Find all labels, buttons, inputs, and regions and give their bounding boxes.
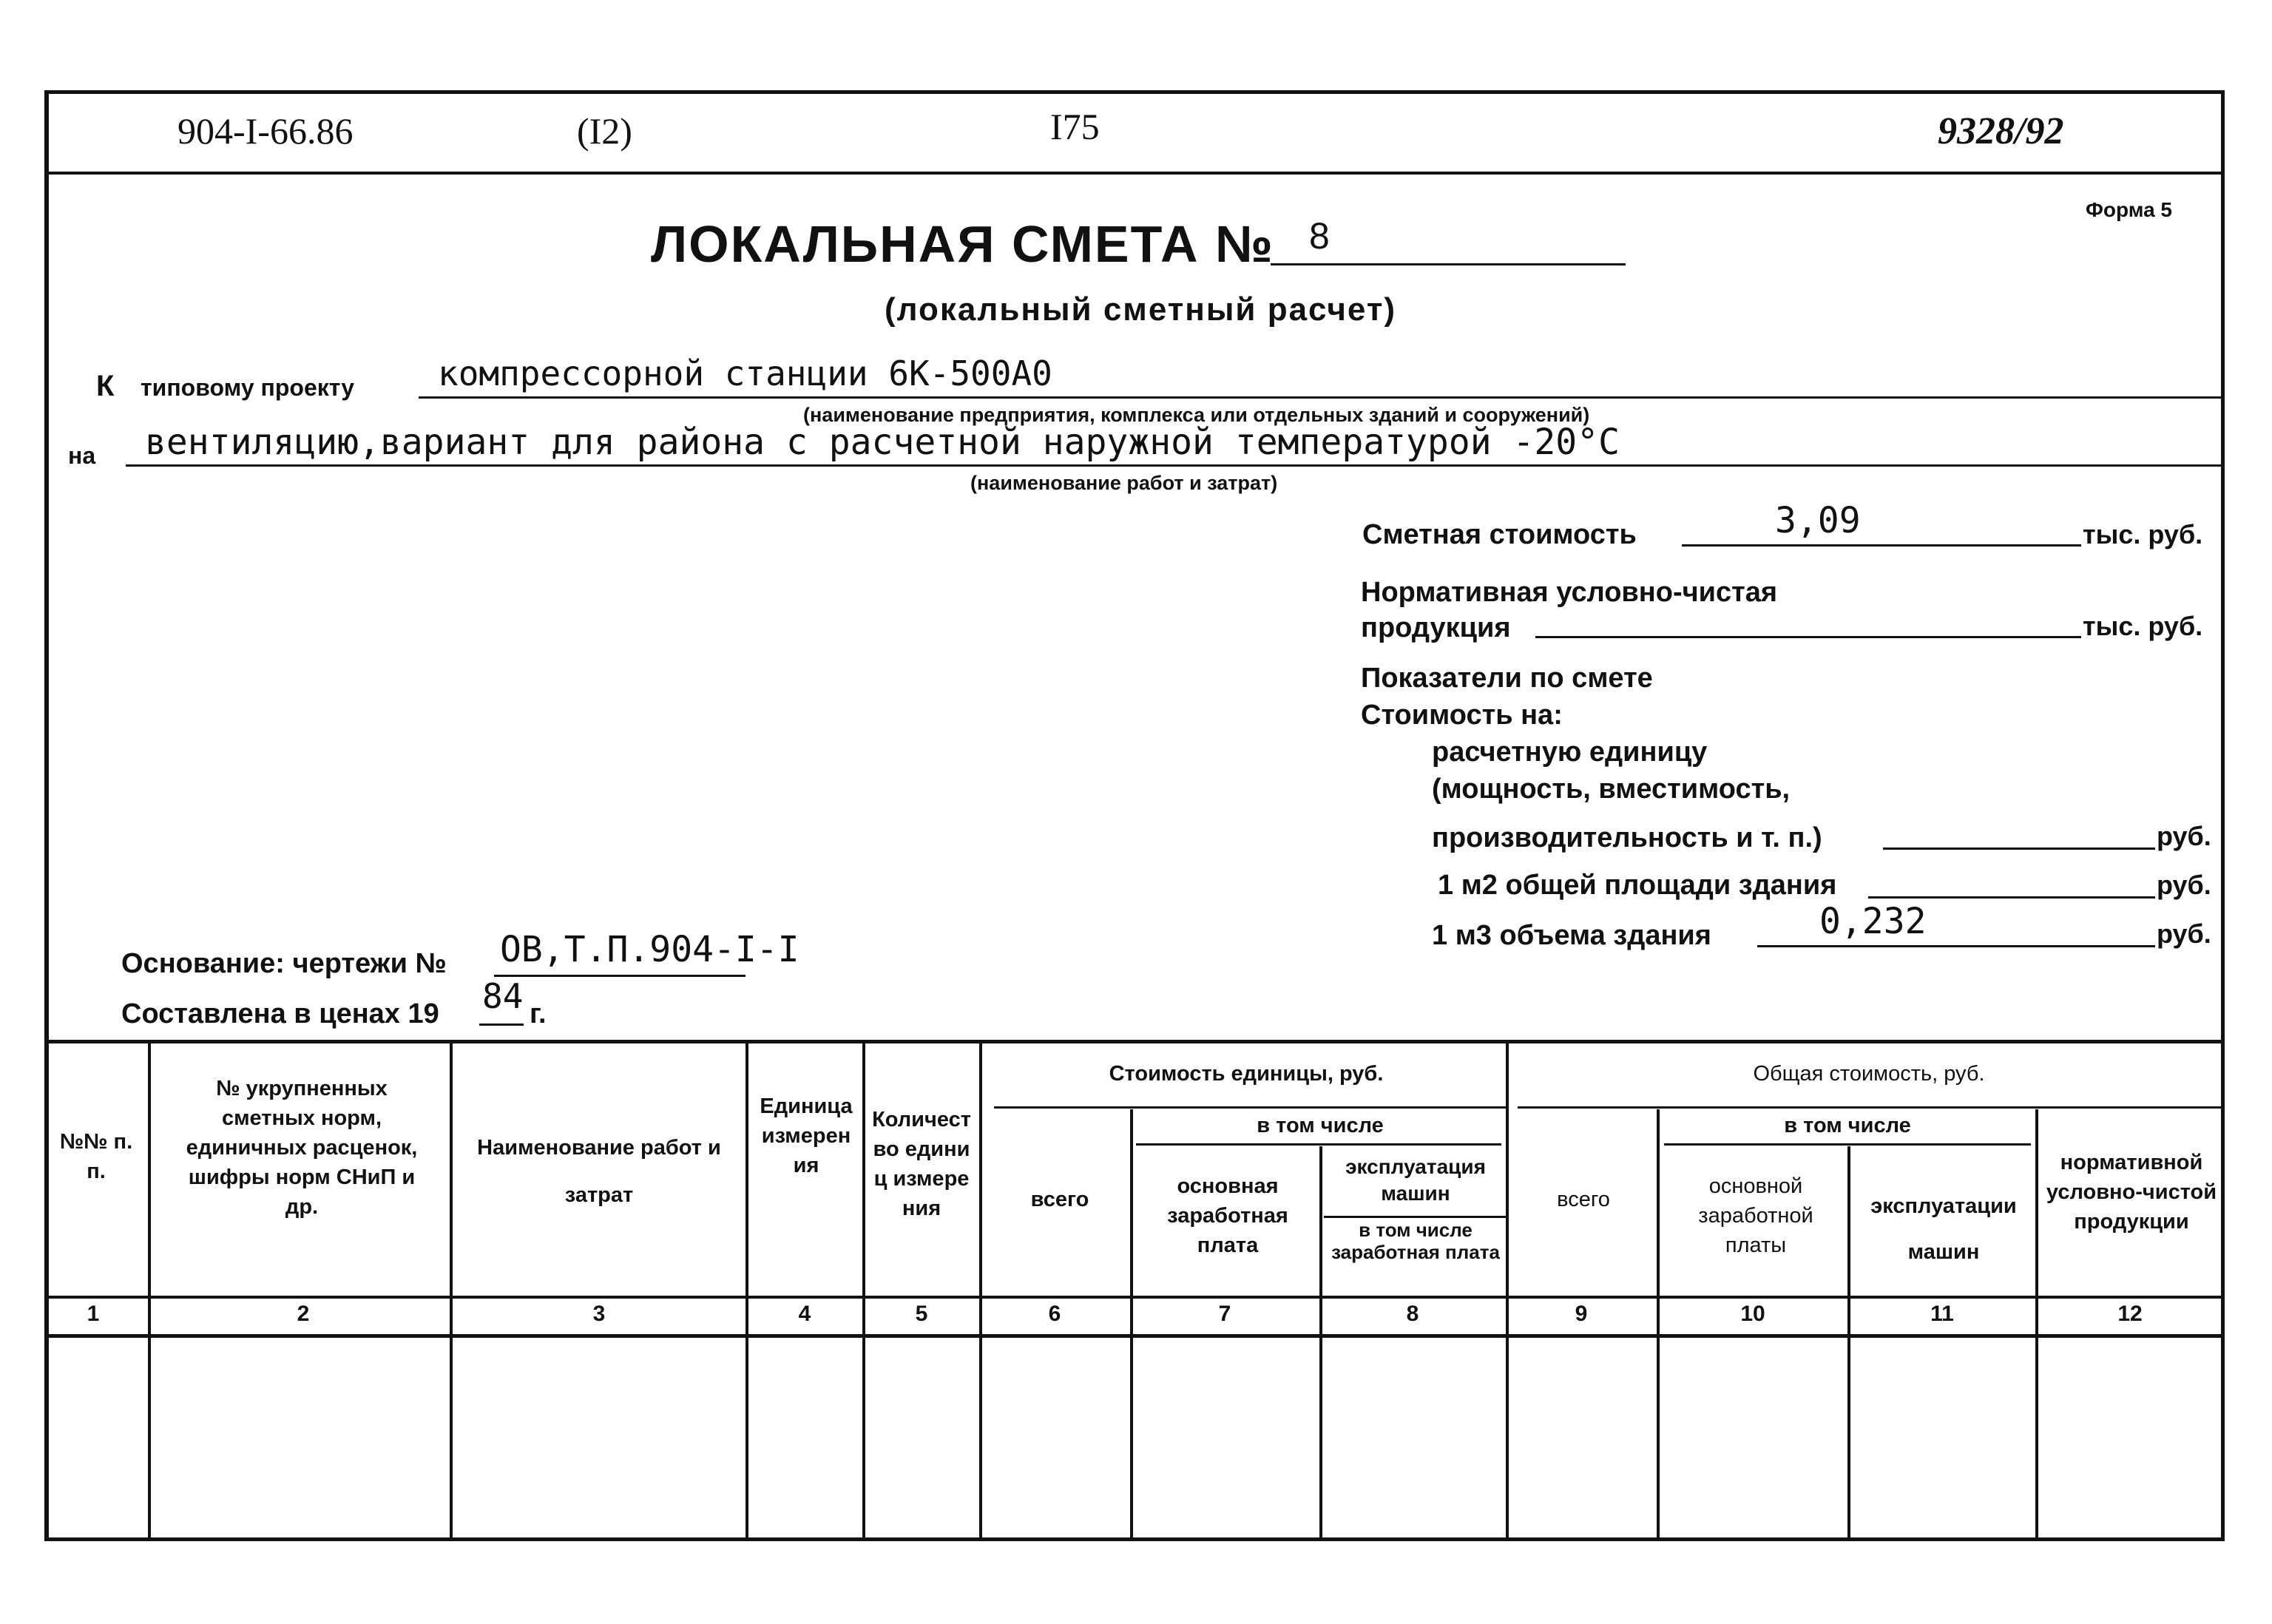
indicators-label: Показатели по смете: [1361, 663, 1653, 694]
unit-line-1: расчетную единицу: [1432, 737, 1708, 768]
col-divider-6: [1130, 1109, 1133, 1540]
unit-incl-rule: [1136, 1143, 1501, 1146]
col2-header: № укрупненных сметных норм, единичных расценок, шифры норм СНиП и др.: [186, 1077, 418, 1219]
volume-line: [1757, 945, 2155, 947]
col7-header: основная заработная плата: [1167, 1174, 1288, 1257]
area-label: 1 м2 общей площади здания: [1438, 870, 1837, 901]
col6-header: всего: [1030, 1188, 1089, 1211]
unit-line: [1883, 847, 2155, 850]
basis-line: [494, 975, 746, 977]
estimated-cost-unit: тыс. руб.: [2083, 519, 2203, 549]
col-number-11: 11: [1930, 1302, 1954, 1326]
unit-rub: руб.: [2157, 821, 2211, 851]
col-divider-5: [979, 1043, 982, 1540]
normative-line: [1535, 636, 2081, 638]
cost-for-label: Стоимость на:: [1361, 700, 1563, 731]
table-top-rule: [46, 1040, 2223, 1043]
total-group-rule: [1518, 1106, 2223, 1109]
estimated-cost-line: [1682, 544, 2081, 547]
col-divider-2: [450, 1043, 453, 1540]
project-caption: (наименование предприятия, комплекса или отдельных зданий и сооружений): [803, 404, 1590, 426]
col4-header: Единица измерения: [760, 1094, 853, 1177]
col-number-8: 8: [1406, 1302, 1419, 1326]
col8-header: эксплуатация машин: [1345, 1155, 1486, 1205]
unit-incl-header: в том числе: [1257, 1114, 1384, 1137]
work-caption: (наименование работ и затрат): [970, 472, 1278, 494]
numbers-bottom-rule: [46, 1334, 2223, 1338]
prices-year: 84: [482, 976, 524, 1016]
project-prefix: типовому проекту: [141, 374, 355, 401]
col-number-5: 5: [915, 1302, 928, 1326]
col-number-1: 1: [87, 1302, 100, 1326]
page-title: ЛОКАЛЬНАЯ СМЕТА №: [651, 215, 1274, 273]
page-number: I75: [1050, 106, 1100, 147]
page-subtitle: (локальный сметный расчет): [885, 291, 1397, 328]
area-rub: руб.: [2157, 870, 2211, 900]
prices-year-line: [479, 1024, 524, 1026]
unit-line-3: производительность и т. п.): [1432, 822, 1822, 853]
col-divider-9: [1657, 1109, 1660, 1540]
col12-header: нормативной условно-чистой продукции: [2046, 1151, 2217, 1234]
work-prefix: на: [68, 442, 96, 469]
estimated-cost-label: Сметная стоимость: [1362, 519, 1637, 550]
project-prefix-k: К: [96, 370, 115, 402]
col11-header: эксплуатации машин: [1870, 1194, 2017, 1264]
prices-label: Составлена в ценах 19: [121, 998, 439, 1029]
col-divider-10: [1847, 1146, 1850, 1540]
col1-header: №№ п. п.: [59, 1130, 133, 1183]
col8-sub-rule: [1324, 1216, 1509, 1218]
col-divider-1: [148, 1043, 151, 1540]
col-number-7: 7: [1218, 1302, 1231, 1326]
total-incl-rule: [1664, 1143, 2031, 1146]
col-number-12: 12: [2117, 1302, 2143, 1326]
prices-suffix: г.: [530, 998, 547, 1029]
volume-label: 1 м3 объема здания: [1432, 920, 1711, 951]
col-divider-7: [1319, 1146, 1322, 1540]
project-underline: [419, 396, 2223, 399]
basis-label: Основание: чертежи №: [121, 948, 447, 979]
col5-header: Количество единиц измерения: [872, 1108, 971, 1220]
total-cost-group-header: Общая стоимость, руб.: [1753, 1062, 1985, 1086]
estimated-cost-value: 3,09: [1775, 500, 1861, 541]
unit-cost-group-header: Стоимость единицы, руб.: [1109, 1062, 1384, 1086]
col-number-10: 10: [1740, 1302, 1765, 1326]
area-line: [1868, 896, 2155, 899]
col-number-3: 3: [592, 1302, 606, 1326]
col-number-9: 9: [1575, 1302, 1588, 1326]
col-divider-3: [746, 1043, 748, 1540]
normative-unit: тыс. руб.: [2083, 611, 2203, 641]
estimate-number: 8: [1309, 215, 1330, 257]
numbers-top-rule: [46, 1296, 2223, 1299]
volume-value: 0,232: [1819, 901, 1927, 942]
col10-header: основной заработной платы: [1698, 1174, 1813, 1257]
col-number-4: 4: [798, 1302, 811, 1326]
col3-header: Наименование работ и затрат: [477, 1136, 721, 1207]
col-divider-8: [1506, 1043, 1509, 1540]
work-value: вентиляцию,вариант для района с расчетной наружной температурой -20°С: [145, 422, 1620, 463]
unit-line-2: (мощность, вместимость,: [1432, 774, 1791, 805]
col8-sub-header: в том числе заработная плата: [1331, 1219, 1500, 1263]
header-divider: [46, 172, 2223, 175]
doc-number: 9328/92: [1938, 110, 2064, 152]
col-number-6: 6: [1048, 1302, 1061, 1326]
normative-label-2: продукция: [1361, 612, 1511, 643]
normative-label-1: Нормативная условно-чистая: [1361, 577, 1778, 608]
work-underline: [126, 464, 2223, 467]
form-label: Форма 5: [2086, 198, 2173, 221]
col-number-2: 2: [297, 1302, 310, 1326]
col-divider-11: [2035, 1109, 2038, 1540]
col-divider-4: [862, 1043, 865, 1540]
project-code: 904-I-66.86: [178, 110, 354, 152]
unit-group-rule: [994, 1106, 1509, 1109]
project-value: компрессорной станции 6К-500А0: [438, 353, 1052, 393]
estimate-number-line: [1271, 263, 1626, 265]
basis-value: ОВ,Т.П.904-I-I: [500, 929, 799, 970]
total-incl-header: в том числе: [1784, 1114, 1911, 1137]
volume-rub: руб.: [2157, 918, 2211, 949]
album-number: (I2): [577, 110, 632, 152]
col9-header: всего: [1557, 1188, 1610, 1211]
